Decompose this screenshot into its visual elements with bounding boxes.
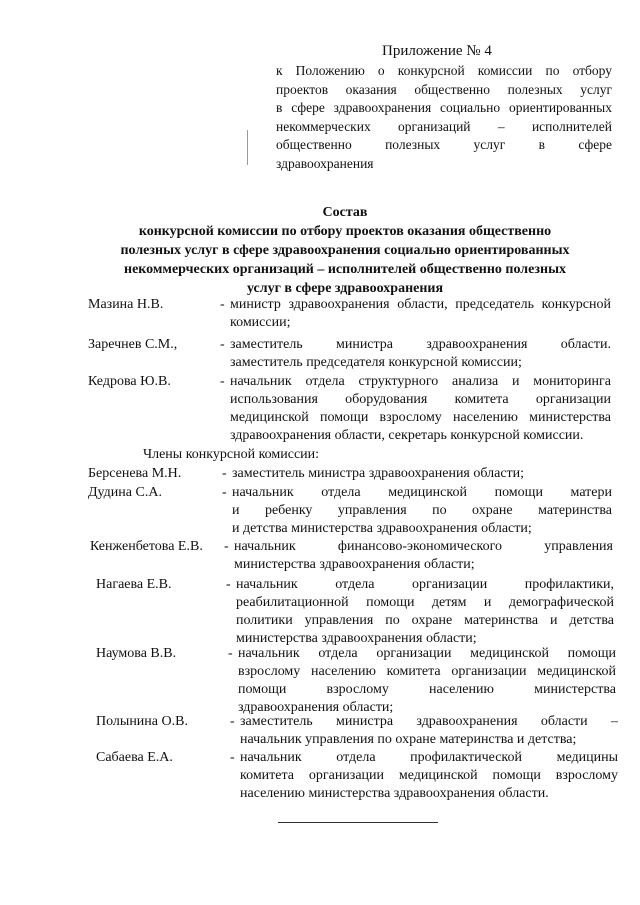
list-dash: - bbox=[220, 337, 225, 352]
closing-rule bbox=[278, 822, 438, 823]
member-name: Полынина О.В. bbox=[96, 714, 188, 729]
member-role bbox=[230, 296, 611, 332]
role-line: заместитель министра здравоохранения области; bbox=[232, 466, 525, 481]
list-dash: - bbox=[226, 577, 231, 592]
member-role bbox=[232, 465, 612, 483]
member-name: Мазина Н.В. bbox=[88, 297, 164, 312]
margin-mark bbox=[247, 130, 248, 165]
member-name: Дудина С.А. bbox=[88, 485, 162, 500]
appendix-line: проектов оказания общественно полезных услуг bbox=[276, 81, 612, 97]
heading-line: конкурсной комиссии по отбору проектов оказания общественно bbox=[138, 224, 552, 239]
list-dash: - bbox=[228, 646, 233, 661]
member-role bbox=[238, 645, 616, 717]
role-line: начальник управления по охране материнства и детства; bbox=[240, 732, 577, 747]
member-role bbox=[240, 749, 618, 803]
role-line: комиссии; bbox=[230, 315, 291, 330]
member-role bbox=[234, 538, 613, 574]
role-line: здравоохранения области, секретарь конкурсной комиссии. bbox=[230, 428, 584, 443]
member-name: Сабаева Е.А. bbox=[96, 750, 173, 765]
appendix-line: некоммерческих организаций – исполнителей bbox=[276, 118, 612, 134]
appendix-line: общественно полезных услуг в сфере bbox=[276, 137, 612, 152]
role-line: политики управления по охране материнства и детства bbox=[236, 613, 614, 628]
role-line: начальник отдела организации профилактики, bbox=[236, 577, 614, 592]
role-line: медицинской помощи взрослому населению министерства bbox=[230, 410, 611, 425]
list-dash: - bbox=[220, 374, 225, 389]
role-line: начальник отдела организации медицинской помощи bbox=[238, 646, 616, 661]
member-name: Нагаева Е.В. bbox=[96, 577, 172, 592]
role-line: использования оборудования комитета организации bbox=[230, 392, 611, 407]
list-dash: - bbox=[224, 539, 229, 554]
role-line: министерства здравоохранения области; bbox=[234, 557, 475, 572]
role-line: реабилитационной помощи детям и демографической bbox=[236, 595, 614, 610]
list-dash: - bbox=[230, 714, 235, 729]
role-line: помощи взрослому населению министерства bbox=[238, 682, 616, 697]
heading-line: полезных услуг в сфере здравоохранения социально ориентированных bbox=[120, 243, 570, 258]
member-role bbox=[230, 373, 611, 445]
member-name: Заречнев С.М., bbox=[88, 337, 178, 352]
role-line: населению министерства здравоохранения области. bbox=[240, 786, 549, 801]
role-line: начальник финансово-экономического управления bbox=[234, 539, 613, 554]
role-line: комитета организации медицинской помощи взрослому bbox=[240, 768, 618, 783]
role-line: взрослому населению комитета организации медицинской bbox=[238, 664, 616, 679]
role-line: министерства здравоохранения области; bbox=[236, 631, 477, 646]
role-line: здравоохранения области; bbox=[238, 700, 394, 715]
appendix-line: в сфере здравоохранения социально ориентированных bbox=[276, 100, 612, 115]
role-line: начальник отдела медицинской помощи матери bbox=[232, 485, 612, 500]
member-name: Кедрова Ю.В. bbox=[88, 374, 171, 389]
member-name: Кенженбетова Е.В. bbox=[90, 539, 203, 554]
list-dash: - bbox=[220, 297, 225, 312]
member-role bbox=[232, 484, 612, 538]
role-line: начальник отдела профилактической медицины bbox=[240, 750, 618, 765]
list-dash: - bbox=[222, 466, 227, 481]
role-line: заместитель министра здравоохранения области. bbox=[230, 337, 611, 352]
member-role bbox=[240, 713, 618, 749]
appendix-line: к Положению о конкурсной комиссии по отбору bbox=[276, 63, 612, 78]
members-heading: Члены конкурсной комиссии: bbox=[143, 447, 320, 462]
appendix-line: здравоохранения bbox=[276, 155, 374, 171]
member-role bbox=[230, 336, 611, 372]
member-name: Берсенева М.Н. bbox=[88, 466, 182, 481]
role-line: заместитель министра здравоохранения области – bbox=[240, 714, 618, 729]
role-line: и детства министерства здравоохранения области; bbox=[232, 521, 532, 536]
member-name: Наумова В.В. bbox=[96, 646, 177, 661]
role-line: и ребенку управления по охране материнства bbox=[232, 503, 612, 518]
heading-line: некоммерческих организаций – исполнителей общественно полезных bbox=[124, 262, 566, 277]
appendix-title: Приложение № 4 bbox=[382, 43, 492, 59]
list-dash: - bbox=[230, 750, 235, 765]
role-line: начальник отдела структурного анализа и мониторинга bbox=[230, 374, 611, 389]
heading-line: услуг в сфере здравоохранения bbox=[246, 281, 444, 296]
member-role bbox=[236, 576, 614, 648]
appendix-reference bbox=[276, 62, 612, 173]
document-heading bbox=[80, 203, 610, 298]
heading-line: Состав bbox=[322, 205, 368, 220]
list-dash: - bbox=[222, 485, 227, 500]
role-line: заместитель председателя конкурсной комиссии; bbox=[230, 355, 522, 370]
role-line: министр здравоохранения области, председатель конкурсной bbox=[230, 297, 611, 312]
